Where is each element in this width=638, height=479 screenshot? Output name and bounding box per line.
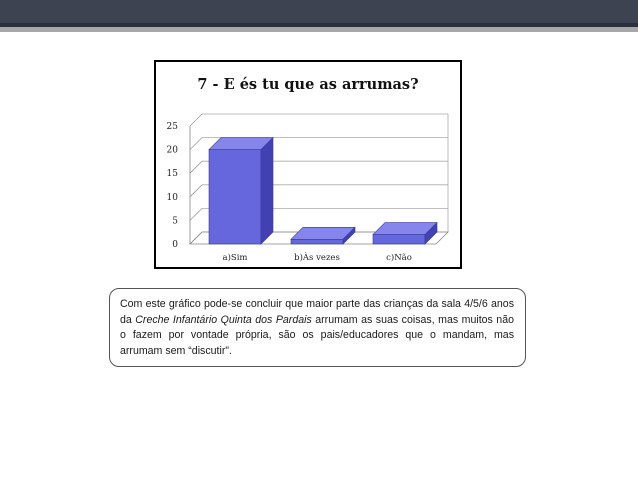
gridline-depth <box>190 208 202 220</box>
gridline-depth <box>190 138 202 150</box>
slide-top-accent-line <box>0 27 638 32</box>
caption-box <box>109 288 526 367</box>
x-category-label: a)Sim <box>222 253 248 263</box>
y-tick-label: 25 <box>166 122 178 132</box>
y-tick-label: 20 <box>166 145 178 156</box>
gridline-depth <box>190 185 202 197</box>
gridline-depth <box>190 161 202 173</box>
bar-side <box>261 138 273 244</box>
bar <box>209 150 261 244</box>
caption-text-part1: Com este gráfico pode-se concluir que maior parte das crianças da sala 4/5/6 anos da <box>120 298 514 326</box>
bar <box>291 239 343 244</box>
caption-text <box>120 297 514 359</box>
x-category-label: b)Às vezes <box>294 253 340 263</box>
y-tick-label: 0 <box>172 240 178 250</box>
y-tick-label: 15 <box>166 169 178 180</box>
gridline-depth <box>190 114 202 126</box>
caption-text-italic: Creche Infantário Quinta dos Pardais <box>135 313 312 326</box>
chart-title: 7 - E és tu que as arrumas? <box>197 76 419 93</box>
x-category-label: c)Não <box>386 253 412 263</box>
caption-text-part2: arrumam as suas coisas, mas muitos não o fazem por vontade própria, são os pais/educadores que o mandam, mas arrumam sem “discutir”. <box>120 313 514 357</box>
bar <box>373 235 425 244</box>
bar-chart <box>154 60 462 269</box>
y-tick-label: 10 <box>166 192 178 203</box>
chart-plot <box>156 62 460 267</box>
y-tick-label: 5 <box>172 216 178 227</box>
